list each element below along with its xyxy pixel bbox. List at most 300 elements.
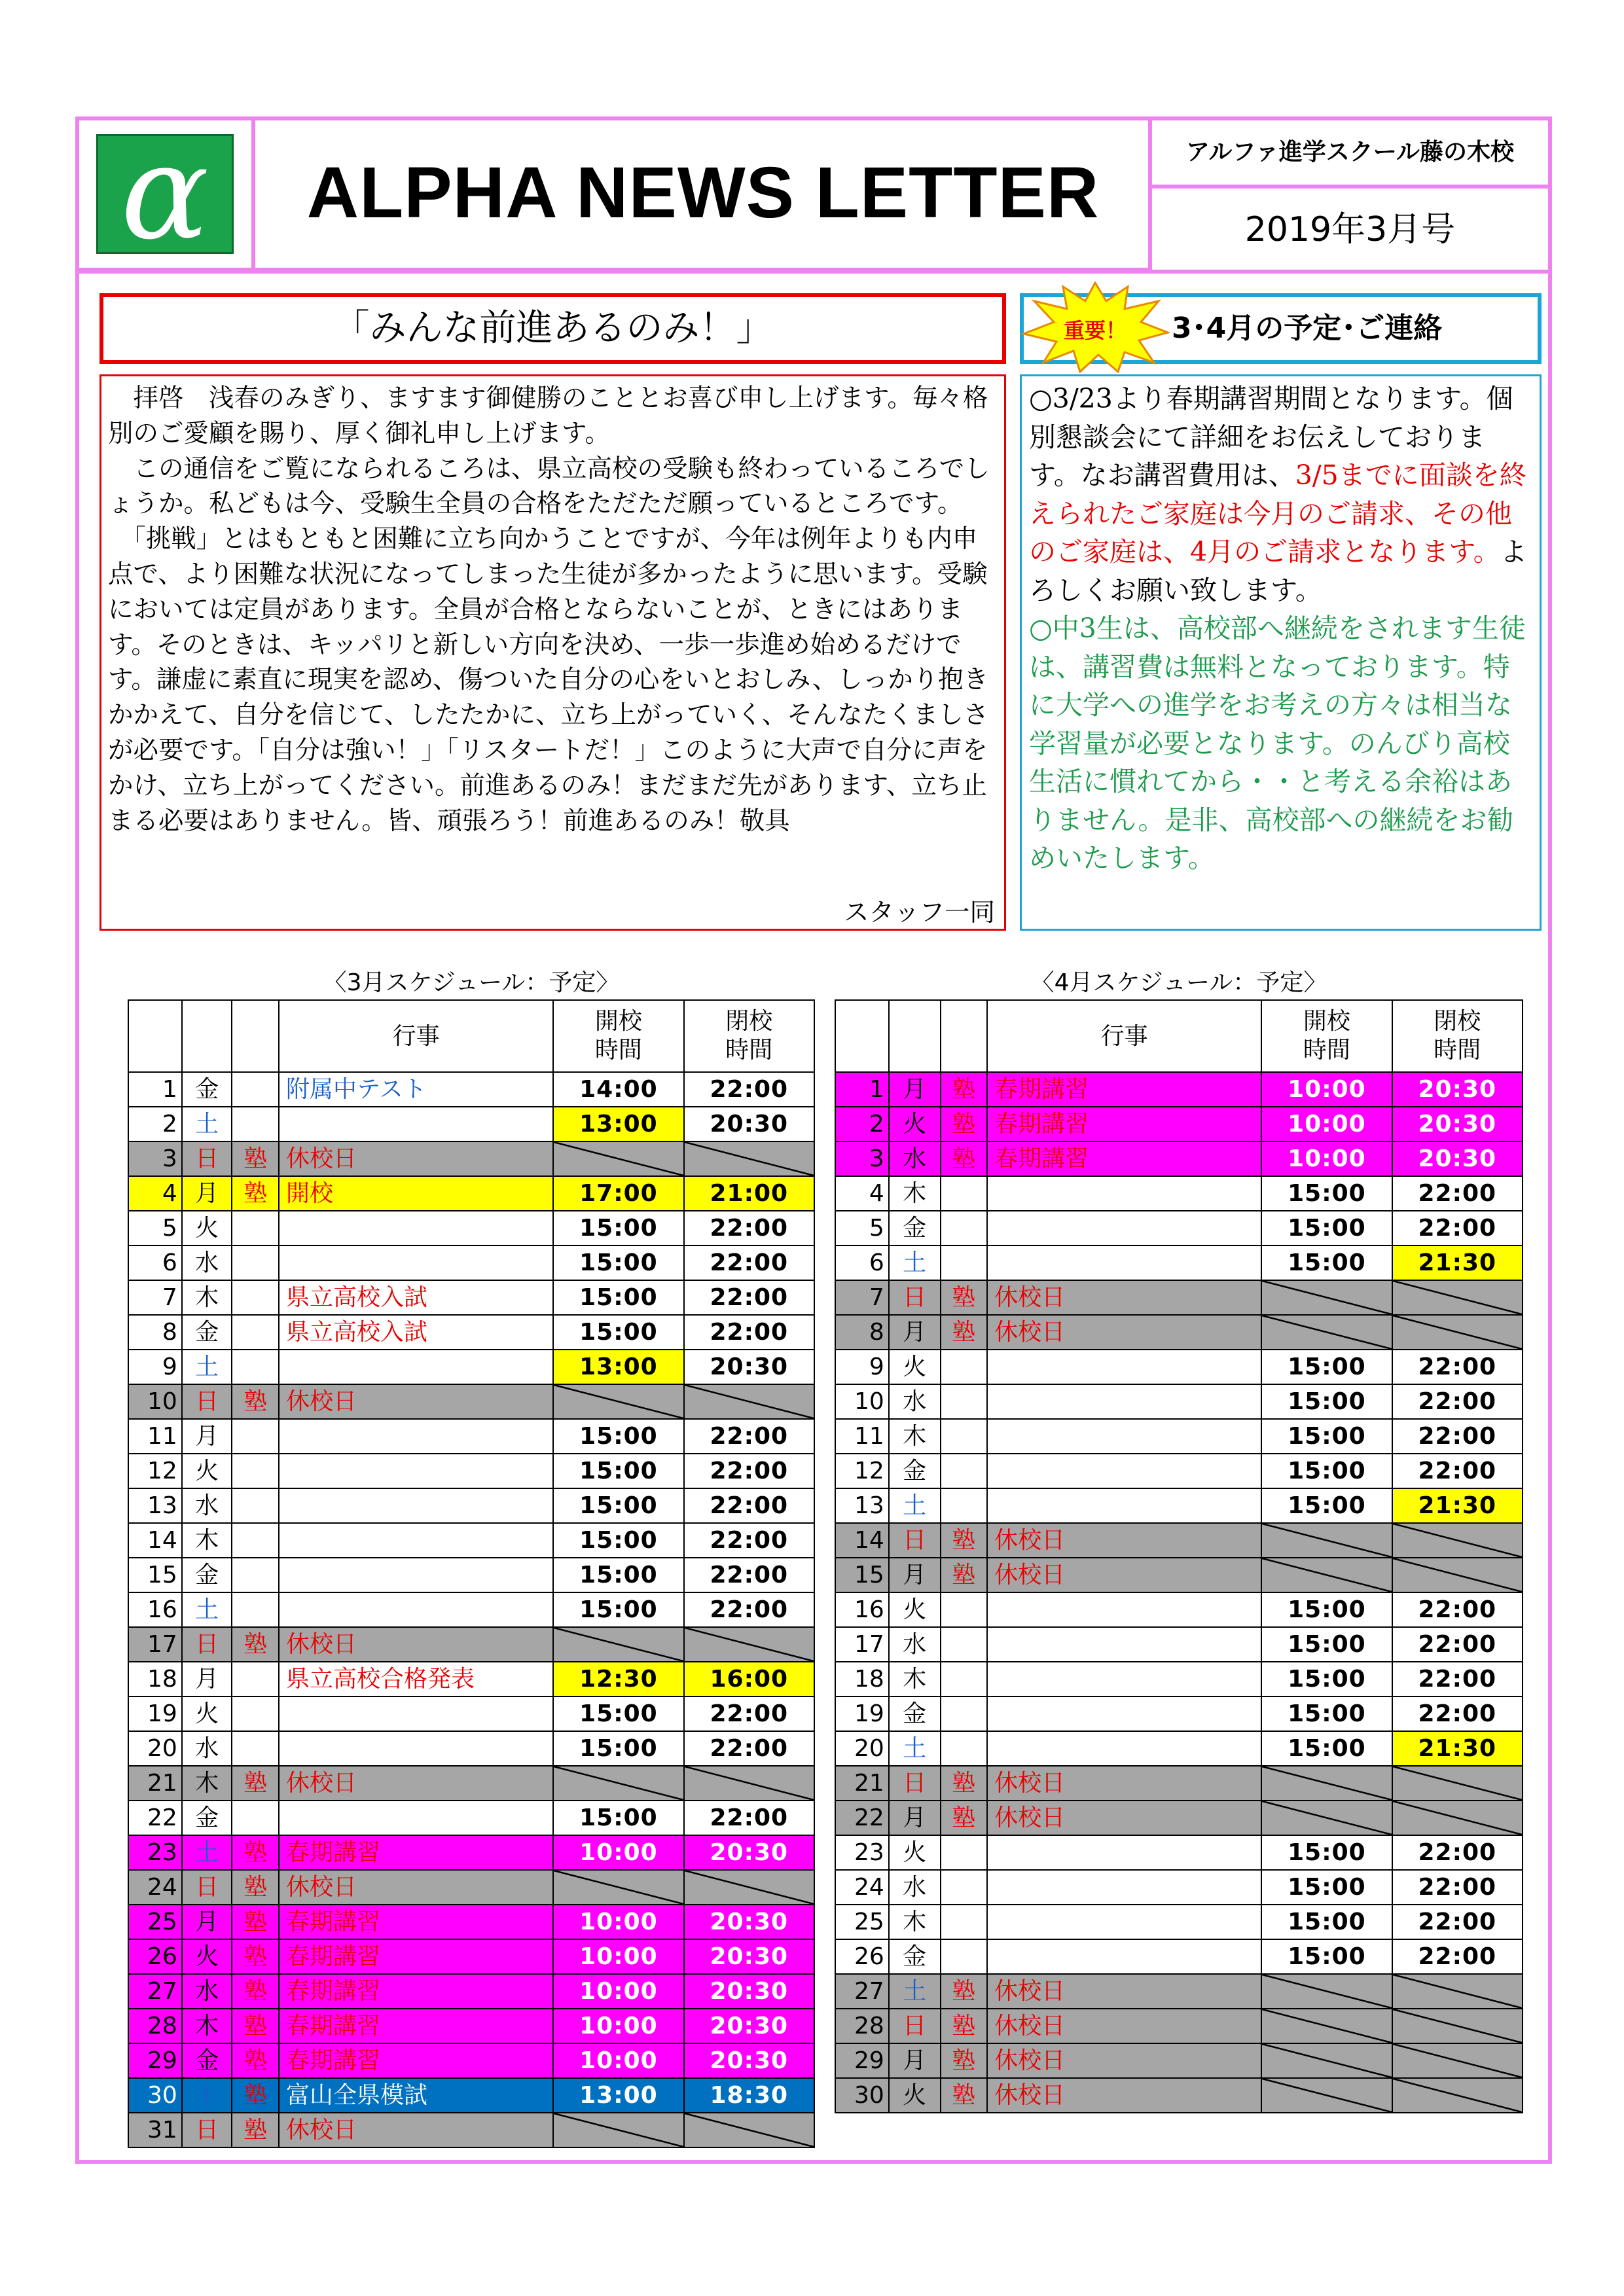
juku-mark	[232, 1280, 279, 1315]
event: 春期講習	[279, 2043, 553, 2078]
schedule-row	[835, 1246, 1523, 1280]
schedule-row	[128, 1419, 814, 1454]
juku-mark	[232, 1419, 279, 1454]
open-time: 15:00	[553, 1592, 683, 1627]
close-time: 22:00	[1392, 1176, 1523, 1211]
day-number: 20	[835, 1731, 889, 1766]
close-time: 21:30	[1392, 1246, 1523, 1280]
weekday: 木	[182, 2009, 232, 2043]
schedule-row	[128, 1315, 814, 1350]
open-time: 15:00	[553, 1696, 683, 1731]
close-time	[684, 1766, 814, 1801]
day-number: 29	[835, 2043, 889, 2078]
schedule-row	[835, 1072, 1523, 1107]
close-time: 22:00	[684, 1280, 814, 1315]
juku-mark	[941, 1454, 988, 1488]
day-number: 2	[835, 1107, 889, 1141]
weekday: 金	[182, 1072, 232, 1107]
schedule-row	[835, 1488, 1523, 1523]
day-number: 13	[128, 1488, 182, 1523]
open-time: 15:00	[553, 1280, 683, 1315]
weekday: 日	[182, 1141, 232, 1176]
day-number: 15	[835, 1558, 889, 1592]
open-time: 13:00	[553, 2078, 683, 2113]
schedule-row	[128, 2078, 814, 2113]
close-time: 22:00	[684, 1801, 814, 1835]
juku-mark	[941, 1592, 988, 1627]
event	[987, 1419, 1261, 1454]
juku-mark	[232, 1801, 279, 1835]
day-number: 9	[128, 1350, 182, 1384]
day-number: 23	[835, 1835, 889, 1870]
header-close-time: 閉校 時間	[1392, 1000, 1523, 1072]
weekday: 木	[182, 1523, 232, 1558]
weekday: 日	[889, 1523, 941, 1558]
close-time	[1392, 2009, 1523, 2043]
juku-mark: 塾	[232, 1870, 279, 1905]
greeting-body	[108, 381, 998, 838]
schedule-row	[128, 1870, 814, 1905]
weekday: 月	[182, 1905, 232, 1939]
juku-mark	[232, 1246, 279, 1280]
juku-mark	[232, 1592, 279, 1627]
open-time	[1261, 1280, 1392, 1315]
weekday: 水	[889, 1627, 941, 1662]
open-time: 15:00	[553, 1419, 683, 1454]
juku-mark	[941, 1696, 988, 1731]
weekday: 金	[889, 1211, 941, 1246]
open-time: 17:00	[553, 1176, 683, 1211]
event	[987, 1176, 1261, 1211]
event: 春期講習	[279, 1974, 553, 2009]
close-time	[1392, 1280, 1523, 1315]
event	[987, 1627, 1261, 1662]
juku-mark	[941, 1835, 988, 1870]
day-number: 3	[128, 1141, 182, 1176]
close-time: 22:00	[684, 1558, 814, 1592]
close-time: 20:30	[684, 2009, 814, 2043]
open-time: 10:00	[553, 2043, 683, 2078]
schedule-row	[128, 1558, 814, 1592]
close-time: 20:30	[1392, 1107, 1523, 1141]
close-time	[684, 2113, 814, 2147]
event	[987, 1592, 1261, 1627]
day-number: 25	[128, 1905, 182, 1939]
greeting-signature: スタッフ一同	[843, 898, 995, 927]
schedule-row	[128, 1141, 814, 1176]
juku-mark	[941, 1384, 988, 1419]
day-number: 17	[128, 1627, 182, 1662]
event	[279, 1454, 553, 1488]
open-time: 10:00	[1261, 1107, 1392, 1141]
schedule-row	[835, 1974, 1523, 2009]
event	[279, 1523, 553, 1558]
open-time: 15:00	[553, 1801, 683, 1835]
open-time: 10:00	[1261, 1072, 1392, 1107]
event	[279, 1419, 553, 1454]
table-header-row	[835, 1000, 1523, 1072]
juku-mark: 塾	[941, 1141, 988, 1176]
open-time: 10:00	[553, 1835, 683, 1870]
juku-mark	[941, 1176, 988, 1211]
close-time	[684, 1870, 814, 1905]
close-time: 22:00	[684, 1731, 814, 1766]
open-time: 15:00	[1261, 1627, 1392, 1662]
juku-mark	[941, 1939, 988, 1974]
event	[987, 1454, 1261, 1488]
schedule-row	[128, 1350, 814, 1384]
juku-mark: 塾	[232, 1627, 279, 1662]
juku-mark	[232, 1107, 279, 1141]
header-close-time: 閉校 時間	[684, 1000, 814, 1072]
close-time: 20:30	[684, 1107, 814, 1141]
close-time: 20:30	[1392, 1141, 1523, 1176]
weekday: 水	[889, 1141, 941, 1176]
day-number: 28	[128, 2009, 182, 2043]
juku-mark: 塾	[232, 1766, 279, 1801]
event: 県立高校入試	[279, 1315, 553, 1350]
day-number: 7	[835, 1280, 889, 1315]
open-time	[1261, 1523, 1392, 1558]
juku-mark: 塾	[941, 2043, 988, 2078]
juku-mark: 塾	[941, 2078, 988, 2113]
day-number: 5	[128, 1211, 182, 1246]
close-time: 21:00	[684, 1176, 814, 1211]
event	[987, 1350, 1261, 1384]
close-time: 20:30	[684, 1835, 814, 1870]
weekday: 火	[182, 1454, 232, 1488]
event: 休校日	[987, 1974, 1261, 2009]
weekday: 金	[182, 2043, 232, 2078]
event: 附属中テスト	[279, 1072, 553, 1107]
open-time: 15:00	[553, 1246, 683, 1280]
open-time: 15:00	[1261, 1211, 1392, 1246]
juku-mark: 塾	[941, 1766, 988, 1801]
event: 休校日	[987, 1315, 1261, 1350]
close-time: 22:00	[684, 1696, 814, 1731]
day-number: 17	[835, 1627, 889, 1662]
schedule-row	[835, 2009, 1523, 2043]
close-time: 21:30	[1392, 1488, 1523, 1523]
schedule-row	[835, 1766, 1523, 1801]
weekday: 金	[182, 1315, 232, 1350]
day-number: 13	[835, 1488, 889, 1523]
close-time: 18:30	[684, 2078, 814, 2113]
juku-mark: 塾	[941, 1558, 988, 1592]
schedule-row	[835, 1107, 1523, 1141]
close-time: 20:30	[684, 1974, 814, 2009]
event	[987, 1835, 1261, 1870]
schedule-row	[835, 1176, 1523, 1211]
day-number: 28	[835, 2009, 889, 2043]
schedule-row	[128, 1384, 814, 1419]
event	[279, 1488, 553, 1523]
day-number: 29	[128, 2043, 182, 2078]
event: 富山全県模試	[279, 2078, 553, 2113]
schedule-row	[128, 1801, 814, 1835]
schedule-row	[835, 1350, 1523, 1384]
weekday: 水	[182, 1246, 232, 1280]
notice-paragraph-2: ○中3生は、高校部へ継続をされます生徒は、講習費は無料となっております。特に大学への進学をお考えの方々は相当な学習量が必要となります。のんびり高校生活に慣れてから・・と考える余裕はありません。是非、高校部への継続をお勧めいたします。	[1029, 613, 1526, 874]
header-event: 行事	[987, 1000, 1261, 1072]
schedule-row	[835, 1731, 1523, 1766]
juku-mark	[941, 1627, 988, 1662]
open-time: 15:00	[1261, 1905, 1392, 1939]
schedule-row	[835, 1592, 1523, 1627]
close-time: 22:00	[684, 1211, 814, 1246]
juku-mark: 塾	[232, 1384, 279, 1419]
juku-mark	[232, 1558, 279, 1592]
close-time: 21:30	[1392, 1731, 1523, 1766]
day-number: 8	[128, 1315, 182, 1350]
juku-mark: 塾	[232, 2113, 279, 2147]
open-time: 15:00	[1261, 1592, 1392, 1627]
close-time	[684, 1141, 814, 1176]
juku-mark: 塾	[941, 1280, 988, 1315]
day-number: 22	[835, 1801, 889, 1835]
event: 休校日	[279, 1141, 553, 1176]
open-time: 15:00	[1261, 1350, 1392, 1384]
open-time	[1261, 1558, 1392, 1592]
juku-mark	[232, 1523, 279, 1558]
event: 春期講習	[279, 1905, 553, 1939]
juku-mark	[941, 1419, 988, 1454]
weekday: 木	[182, 1766, 232, 1801]
open-time	[1261, 1801, 1392, 1835]
day-number: 30	[835, 2078, 889, 2113]
open-time: 14:00	[553, 1072, 683, 1107]
close-time: 22:00	[1392, 1454, 1523, 1488]
juku-mark	[941, 1211, 988, 1246]
event: 休校日	[987, 1801, 1261, 1835]
table-header-row	[128, 1000, 814, 1072]
event	[279, 1696, 553, 1731]
weekday: 火	[889, 1592, 941, 1627]
juku-mark: 塾	[232, 2009, 279, 2043]
header-cell	[889, 1000, 941, 1072]
schedule-row	[128, 1939, 814, 1974]
close-time	[684, 1384, 814, 1419]
schedule-row	[835, 1905, 1523, 1939]
april-caption: 〈4月スケジュール：予定〉	[1030, 969, 1327, 996]
close-time: 22:00	[1392, 1384, 1523, 1419]
header-open-time: 開校 時間	[553, 1000, 683, 1072]
event: 春期講習	[279, 1835, 553, 1870]
weekday: 日	[182, 2113, 232, 2147]
weekday: 木	[182, 1280, 232, 1315]
header-event: 行事	[279, 1000, 553, 1072]
schedule-row	[128, 1454, 814, 1488]
notice-text: ○3/23より春期講習期間となります。個別懇談会にて詳細をお伝えしております。なお講習費用は、	[1029, 383, 1513, 491]
day-number: 18	[835, 1662, 889, 1696]
open-time	[1261, 2009, 1392, 2043]
open-time: 15:00	[1261, 1488, 1392, 1523]
open-time: 15:00	[1261, 1246, 1392, 1280]
schedule-row	[835, 1141, 1523, 1176]
close-time: 16:00	[684, 1662, 814, 1696]
day-number: 21	[835, 1766, 889, 1801]
schedule-row	[128, 1488, 814, 1523]
weekday: 水	[889, 1870, 941, 1905]
day-number: 30	[128, 2078, 182, 2113]
schedule-row	[128, 1523, 814, 1558]
event: 県立高校入試	[279, 1280, 553, 1315]
weekday: 月	[182, 1662, 232, 1696]
event: 春期講習	[279, 2009, 553, 2043]
weekday: 木	[889, 1419, 941, 1454]
schedule-row	[835, 1662, 1523, 1696]
header-cell	[232, 1000, 279, 1072]
open-time	[553, 1870, 683, 1905]
notice-billing-text: 3/5までに面談を終えられたご家庭は今月のご請求、その他のご家庭は、4月のご請求となります。	[1029, 459, 1526, 567]
juku-mark	[941, 1731, 988, 1766]
day-number: 16	[128, 1592, 182, 1627]
greeting-title: 「みんな前進あるのみ！」	[333, 307, 773, 350]
open-time: 15:00	[1261, 1939, 1392, 1974]
close-time: 22:00	[1392, 1905, 1523, 1939]
juku-mark: 塾	[941, 1315, 988, 1350]
juku-mark: 塾	[232, 1939, 279, 1974]
open-time: 10:00	[1261, 1141, 1392, 1176]
event: 休校日	[987, 1523, 1261, 1558]
close-time: 22:00	[1392, 1627, 1523, 1662]
event	[987, 1696, 1261, 1731]
day-number: 14	[128, 1523, 182, 1558]
close-time	[1392, 2078, 1523, 2113]
juku-mark	[232, 1350, 279, 1384]
open-time: 13:00	[553, 1350, 683, 1384]
schedule-row	[128, 1905, 814, 1939]
schedule-row	[128, 1731, 814, 1766]
greeting-paragraph: 拝啓 浅春のみぎり、ますます御健勝のこととお喜び申し上げます。毎々格別のご愛顧を賜り、厚く御礼申し上げます。	[108, 384, 988, 448]
schedule-row	[128, 1592, 814, 1627]
weekday: 日	[182, 1384, 232, 1419]
day-number: 24	[128, 1870, 182, 1905]
day-number: 10	[835, 1384, 889, 1419]
juku-mark: 塾	[232, 2043, 279, 2078]
close-time	[1392, 2043, 1523, 2078]
day-number: 26	[128, 1939, 182, 1974]
open-time: 15:00	[553, 1488, 683, 1523]
day-number: 4	[128, 1176, 182, 1211]
weekday: 火	[182, 1939, 232, 1974]
event: 休校日	[987, 1280, 1261, 1315]
day-number: 11	[128, 1419, 182, 1454]
day-number: 18	[128, 1662, 182, 1696]
schedule-row	[128, 2043, 814, 2078]
weekday: 日	[889, 2009, 941, 2043]
day-number: 19	[128, 1696, 182, 1731]
juku-mark: 塾	[232, 1176, 279, 1211]
juku-mark	[941, 1488, 988, 1523]
event	[279, 1558, 553, 1592]
open-time: 15:00	[553, 1731, 683, 1766]
open-time: 10:00	[553, 2009, 683, 2043]
schedule-row	[128, 1766, 814, 1801]
schedule-row	[835, 1939, 1523, 1974]
day-number: 14	[835, 1523, 889, 1558]
weekday: 土	[182, 1107, 232, 1141]
close-time: 22:00	[684, 1072, 814, 1107]
day-number: 6	[128, 1246, 182, 1280]
weekday: 火	[889, 2078, 941, 2113]
open-time: 15:00	[553, 1454, 683, 1488]
open-time: 15:00	[1261, 1454, 1392, 1488]
issue-date: 2019年3月号	[1244, 210, 1456, 249]
event: 休校日	[279, 1627, 553, 1662]
close-time: 22:00	[684, 1454, 814, 1488]
event	[279, 1592, 553, 1627]
juku-mark: 塾	[941, 1801, 988, 1835]
weekday: 土	[889, 1974, 941, 2009]
schedule-row	[835, 1315, 1523, 1350]
schedule-row	[835, 1870, 1523, 1905]
close-time	[1392, 1766, 1523, 1801]
weekday: 金	[182, 1801, 232, 1835]
juku-mark: 塾	[232, 1835, 279, 1870]
event	[987, 1905, 1261, 1939]
schedule-row	[835, 2078, 1523, 2113]
close-time: 22:00	[684, 1246, 814, 1280]
day-number: 25	[835, 1905, 889, 1939]
day-number: 26	[835, 1939, 889, 1974]
schedule-row	[128, 1696, 814, 1731]
event: 休校日	[987, 1766, 1261, 1801]
open-time: 15:00	[1261, 1419, 1392, 1454]
open-time	[553, 2113, 683, 2147]
weekday: 火	[182, 1696, 232, 1731]
close-time: 22:00	[1392, 1939, 1523, 1974]
juku-mark	[232, 1696, 279, 1731]
close-time	[1392, 1558, 1523, 1592]
open-time: 15:00	[553, 1523, 683, 1558]
juku-mark: 塾	[232, 1905, 279, 1939]
weekday: 金	[182, 1558, 232, 1592]
weekday: 火	[889, 1835, 941, 1870]
march-schedule-table	[128, 999, 815, 2148]
close-time: 22:00	[1392, 1419, 1523, 1454]
schedule-row	[835, 1454, 1523, 1488]
day-number: 27	[835, 1974, 889, 2009]
weekday: 火	[889, 1107, 941, 1141]
schedule-row	[835, 1835, 1523, 1870]
weekday: 月	[182, 1419, 232, 1454]
close-time	[1392, 1974, 1523, 2009]
weekday: 土	[889, 1246, 941, 1280]
event: 開校	[279, 1176, 553, 1211]
close-time: 20:30	[684, 1939, 814, 1974]
event	[987, 1939, 1261, 1974]
open-time: 15:00	[1261, 1176, 1392, 1211]
weekday: 土	[182, 1350, 232, 1384]
close-time	[684, 1627, 814, 1662]
weekday: 土	[182, 2078, 232, 2113]
greeting-paragraph: 「挑戦」とはもともと困難に立ち向かうことですが、今年は例年よりも内申点で、より困難な状況になってしまった生徒が多かったように思います。受験においては定員があります。全員が合格とならないことが、ときにはあります。そのときは、キッパリと新しい方向を決め、一歩一歩進め始めるだけです。謙虚に素直に現実を認め、傷ついた自分の心をいとおしみ、しっかり抱きかかえて、自分を信じて、したたかに、立ち上がっていく、そんなたくましさが必要です。「自分は強い！」「リスタートだ！」このように大声で自分に声をかけ、立ち上がってください。前進あるのみ！まだまだ先があります、立ち止まる必要はありません。皆、頑張ろう！前進あるのみ！敬具	[108, 524, 989, 836]
day-number: 8	[835, 1315, 889, 1350]
weekday: 金	[889, 1454, 941, 1488]
event: 休校日	[279, 1766, 553, 1801]
event	[279, 1107, 553, 1141]
day-number: 16	[835, 1592, 889, 1627]
weekday: 土	[889, 1731, 941, 1766]
close-time: 20:30	[1392, 1072, 1523, 1107]
close-time: 22:00	[684, 1315, 814, 1350]
day-number: 1	[128, 1072, 182, 1107]
juku-mark	[232, 1731, 279, 1766]
close-time: 22:00	[684, 1419, 814, 1454]
header-divider	[75, 270, 1552, 274]
schedule-row	[128, 2113, 814, 2147]
